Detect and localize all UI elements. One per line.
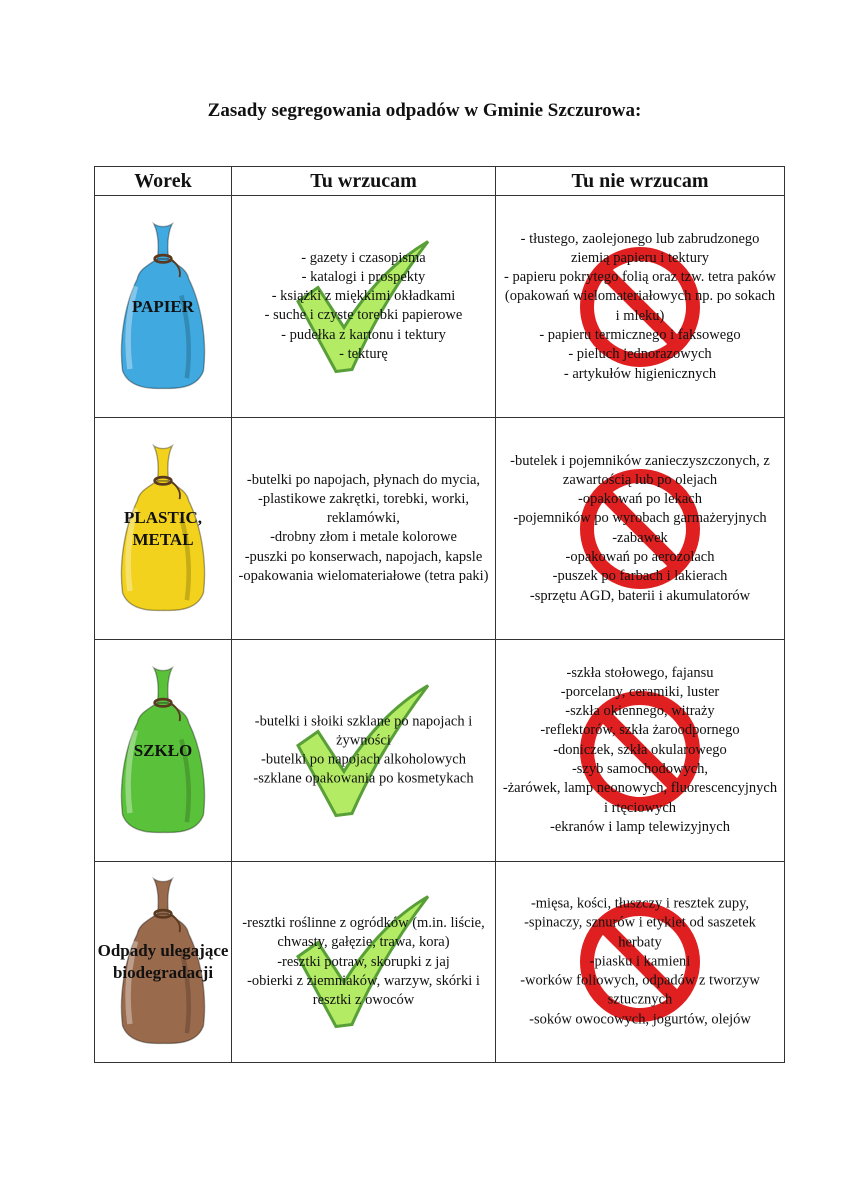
- list-item: - pudełka z kartonu i tektury: [281, 326, 446, 343]
- forbidden-list: [502, 894, 778, 1029]
- list-item: -drobny złom i metale kolorowe: [270, 529, 457, 546]
- forbidden-cell: [496, 862, 785, 1063]
- list-item: -szkła okiennego, witraży: [565, 703, 715, 720]
- forbidden-list: [502, 451, 778, 605]
- list-item: - tekturę: [339, 346, 388, 363]
- list-item: -puszki po konserwach, napojach, kapsle: [244, 548, 483, 565]
- list-item: -szklane opakowania po kosmetykach: [253, 770, 474, 787]
- allowed-cell: [232, 640, 496, 862]
- table-row: [95, 862, 785, 1063]
- list-item: -butelek i pojemników zanieczyszczonych, z zawartością lub po olejach: [510, 452, 770, 488]
- list-item: -resztki potraw, skorupki z jaj: [277, 953, 450, 970]
- forbidden-list: [502, 229, 778, 383]
- allowed-cell: [232, 196, 496, 418]
- forbidden-list: [502, 664, 778, 838]
- list-item: -plastikowe zakrętki, torebki, worki, reklamówki,: [258, 490, 469, 527]
- bag-label: PAPIER: [131, 296, 194, 316]
- table-row: [95, 196, 785, 418]
- list-item: - papieru pokrytego folią oraz tzw. tetra paków (opakowań wielomateriałowych np. po sokach i mleku): [503, 268, 777, 324]
- list-item: - suche i czyste torebki papierowe: [264, 307, 463, 324]
- list-item: -zabawek: [612, 529, 668, 546]
- bag-label: PLASTIC, METAL: [124, 507, 202, 549]
- allowed-list: [238, 712, 489, 789]
- forbidden-cell: [496, 196, 785, 418]
- list-item: -sprzętu AGD, baterii i akumulatorów: [529, 587, 751, 604]
- list-item: - książki z miękkimi okładkami: [271, 288, 456, 305]
- bag-cell: [95, 418, 232, 640]
- list-item: -worków foliowych, odpadów z tworzyw sztucznych: [520, 972, 760, 1008]
- list-item: -ekranów i lamp telewizyjnych: [550, 819, 730, 836]
- list-item: -butelki i słoiki szklane po napojach i żywności: [254, 712, 473, 749]
- bag-cell: [95, 640, 232, 862]
- list-item: - katalogi i prospekty: [301, 268, 426, 285]
- table-row: [95, 418, 785, 640]
- list-item: -opakowań po lekach: [577, 490, 702, 507]
- bag-cell: [95, 196, 232, 418]
- list-item: -butelki po napojach, płynach do mycia,: [246, 471, 481, 488]
- list-item: -resztki roślinne z ogródków (m.in. liście, chwasty, gałęzie, trawa, kora): [242, 914, 485, 951]
- page-title: Zasady segregowania odpadów w Gminie Szczurowa:: [207, 100, 642, 121]
- list-item: -spinaczy, sznurów i etykiet od saszetek herbaty: [524, 914, 756, 951]
- list-item: -szkła stołowego, fajansu: [566, 664, 714, 681]
- waste-rules-table: [94, 166, 785, 1063]
- list-item: -obierki z ziemniaków, warzyw, skórki i resztki z owoców: [247, 972, 480, 1008]
- list-item: -żarówek, lamp neonowych, fluorescencyjnych i rtęciowych: [502, 780, 778, 816]
- list-item: -doniczek, szkła okularowego: [553, 741, 727, 758]
- list-item: -piasku i kamieni: [589, 953, 691, 970]
- list-item: - pieluch jednorazowych: [568, 346, 712, 363]
- table-row: [95, 640, 785, 862]
- allowed-list: [238, 471, 489, 587]
- header-forbidden: Tu nie wrzucam: [496, 167, 785, 196]
- list-item: -pojemników po wyrobach garmażeryjnych: [513, 510, 767, 527]
- list-item: -reflektorów, szkła żaroodpornego: [540, 722, 740, 739]
- list-item: -opakowania wielomateriałowe (tetra paki): [238, 568, 489, 585]
- list-item: -mięsa, kości, tłuszczy i resztek zupy,: [530, 895, 750, 912]
- bag-label: Odpady ulegające biodegradacji: [97, 941, 229, 982]
- header-row: [95, 167, 785, 196]
- list-item: -opakowań po aerozolach: [565, 548, 715, 565]
- list-item: - tłustego, zaolejonego lub zabrudzonego ziemią papieru i tektury: [520, 230, 760, 266]
- list-item: -porcelany, ceramiki, luster: [560, 683, 720, 700]
- bag-cell: [95, 862, 232, 1063]
- list-item: -butelki po napojach alkoholowych: [261, 751, 466, 768]
- forbidden-cell: [496, 640, 785, 862]
- list-item: - artykułów higienicznych: [563, 365, 717, 382]
- allowed-list: [238, 914, 489, 1010]
- bag-label: SZKŁO: [133, 740, 193, 760]
- list-item: - papieru termicznego i faksowego: [539, 326, 741, 343]
- allowed-cell: [232, 418, 496, 640]
- forbidden-cell: [496, 418, 785, 640]
- allowed-cell: [232, 862, 496, 1063]
- list-item: -soków owocowych, jogurtów, olejów: [529, 1011, 751, 1028]
- header-allowed: Tu wrzucam: [232, 167, 496, 196]
- header-bag: Worek: [95, 167, 232, 196]
- list-item: -szyb samochodowych,: [571, 761, 709, 778]
- allowed-list: [238, 249, 489, 365]
- list-item: -puszek po farbach i lakierach: [552, 568, 728, 585]
- list-item: - gazety i czasopisma: [301, 249, 426, 266]
